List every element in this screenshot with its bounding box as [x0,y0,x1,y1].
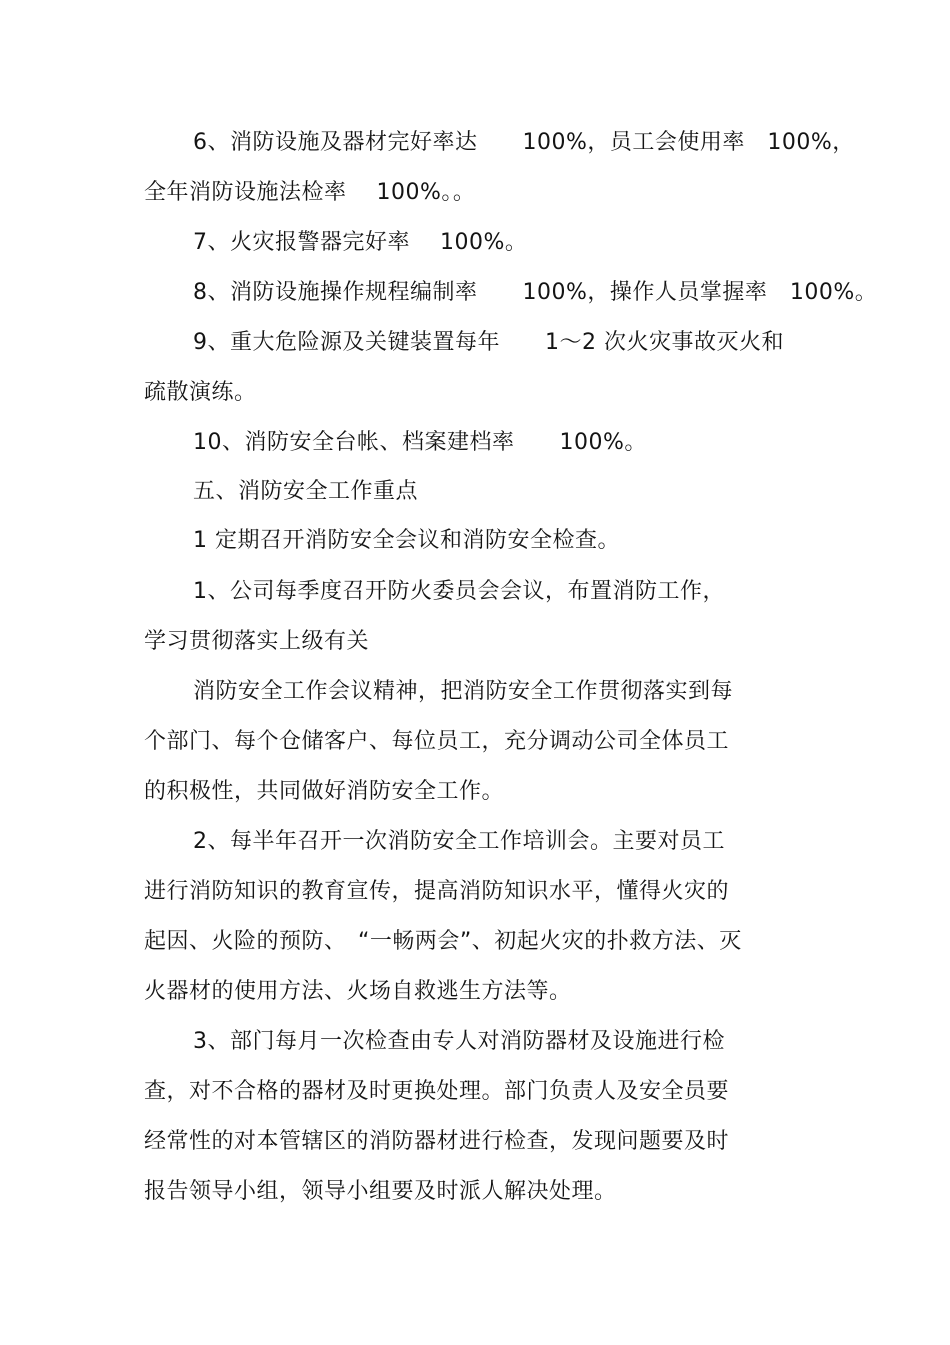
text-line-item-10: 10、消防安全台帐、档案建档率 100%。 [193,430,647,455]
paragraph-1-line-1: 1、公司每季度召开防火委员会会议，布置消防工作， [193,579,725,604]
paragraph-1-line-5: 的积极性，共同做好消防安全工作。 [144,779,505,804]
paragraph-2-line-3: 起因、火险的预防、 “一畅两会”、初起火灾的扑救方法、灭 [144,929,742,954]
paragraph-3-line-3: 经常性的对本管辖区的消防器材进行检查，发现问题要及时 [144,1129,730,1154]
paragraph-1-line-3: 消防安全工作会议精神，把消防安全工作贯彻落实到每 [193,679,734,704]
text-line-item-6: 6、消防设施及器材完好率达 100%，员工会使用率 100%， [193,130,855,155]
text-line-item-8: 8、消防设施操作规程编制率 100%，操作人员掌握率 100%。 [193,280,878,305]
paragraph-3-line-1: 3、部门每月一次检查由专人对消防器材及设施进行检 [193,1029,725,1054]
paragraph-3-line-2: 查，对不合格的器材及时更换处理。部门负责人及安全员要 [144,1079,730,1104]
text-line-item-6-cont: 全年消防设施法检率 100%。。 [144,180,476,205]
text-line-item-7: 7、火灾报警器完好率 100%。 [193,230,528,255]
paragraph-1-line-4: 个部门、每个仓储客户、每位员工，充分调动公司全体员工 [144,729,730,754]
subsection-heading: 1 定期召开消防安全会议和消防安全检查。 [193,528,620,553]
section-heading: 五、消防安全工作重点 [193,479,419,504]
paragraph-2-line-1: 2、每半年召开一次消防安全工作培训会。主要对员工 [193,829,725,854]
text-line-item-9: 9、重大危险源及关键装置每年 1～2 次火灾事故灭火和 [193,330,784,355]
text-line-item-9-cont: 疏散演练。 [144,380,257,405]
paragraph-2-line-4: 火器材的使用方法、火场自救逃生方法等。 [144,979,572,1004]
paragraph-1-line-2: 学习贯彻落实上级有关 [144,629,370,654]
paragraph-3-line-4: 报告领导小组，领导小组要及时派人解决处理。 [144,1179,617,1204]
paragraph-2-line-2: 进行消防知识的教育宣传，提高消防知识水平，懂得火灾的 [144,879,730,904]
